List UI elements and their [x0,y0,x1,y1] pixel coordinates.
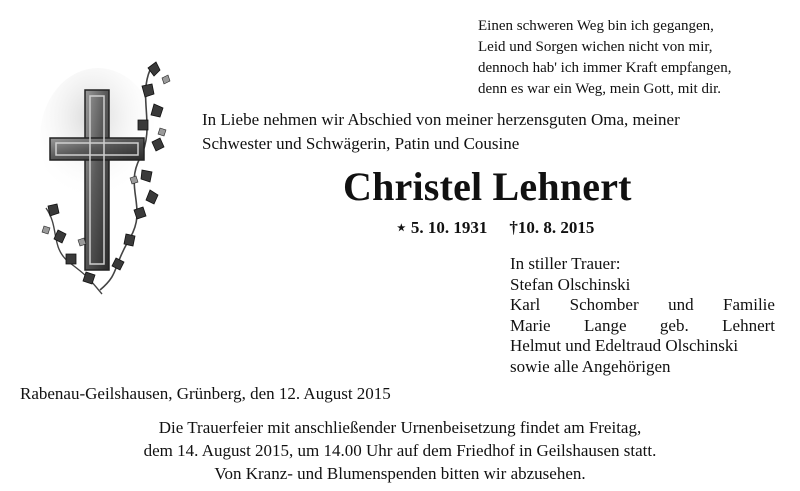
life-dates [396,218,594,238]
mourner-word: Familie [723,295,775,314]
birth-star-icon: ⋆ [396,218,407,237]
deceased-name: Christel Lehnert [343,164,632,209]
funeral-notice [60,416,740,485]
mourner-name: Stefan Olschinski [510,274,631,294]
mourner-word: Lange [584,315,627,335]
mourner-word: Marie [510,315,551,335]
mourner-name [510,316,775,337]
mourner-word: und [668,295,694,314]
poem-line: dennoch hab' ich immer Kraft empfangen, [478,60,732,76]
poem-line: denn es war ein Weg, mein Gott, mit dir. [478,81,722,97]
funeral-line: dem 14. August 2015, um 14.00 Uhr auf dem Friedhof in Geilshausen statt. [143,441,657,460]
mourner-name: sowie alle Angehörigen [510,356,671,376]
mourner-word: Schomber [569,295,639,314]
mourners-heading: In stiller Trauer: [510,254,621,273]
poem [478,16,778,100]
intro-line: Schwester und Schwägerin, Patin und Cousine [202,134,520,153]
cross-with-ivy-icon [30,58,180,298]
funeral-line: Von Kranz- und Blumenspenden bitten wir abzusehen. [214,464,586,483]
mourner-name: Helmut und Edeltraud Olschinski [510,336,739,355]
mourner-word: geb. [659,315,689,335]
death-cross-icon: † [509,218,518,237]
mourner-word: Lehnert [722,315,775,335]
place-and-date: Rabenau-Geilshausen, Grünberg, den 12. August 2015 [20,384,391,403]
intro-line: In Liebe nehmen wir Abschied von meiner herzensguten Oma, meiner [202,110,680,129]
birth-date: 5. 10. 1931 [410,218,488,237]
intro-text [202,108,782,156]
poem-line: Leid und Sorgen wichen nicht von mir, [478,39,713,55]
poem-line: Einen schweren Weg bin ich gegangen, [478,18,714,34]
mourner-name [510,295,775,316]
funeral-line: Die Trauerfeier mit anschließender Urnenbeisetzung findet am Freitag, [158,418,642,437]
death-date: 10. 8. 2015 [517,218,595,237]
mourners-list [510,254,775,377]
mourner-word: Karl [510,295,541,314]
